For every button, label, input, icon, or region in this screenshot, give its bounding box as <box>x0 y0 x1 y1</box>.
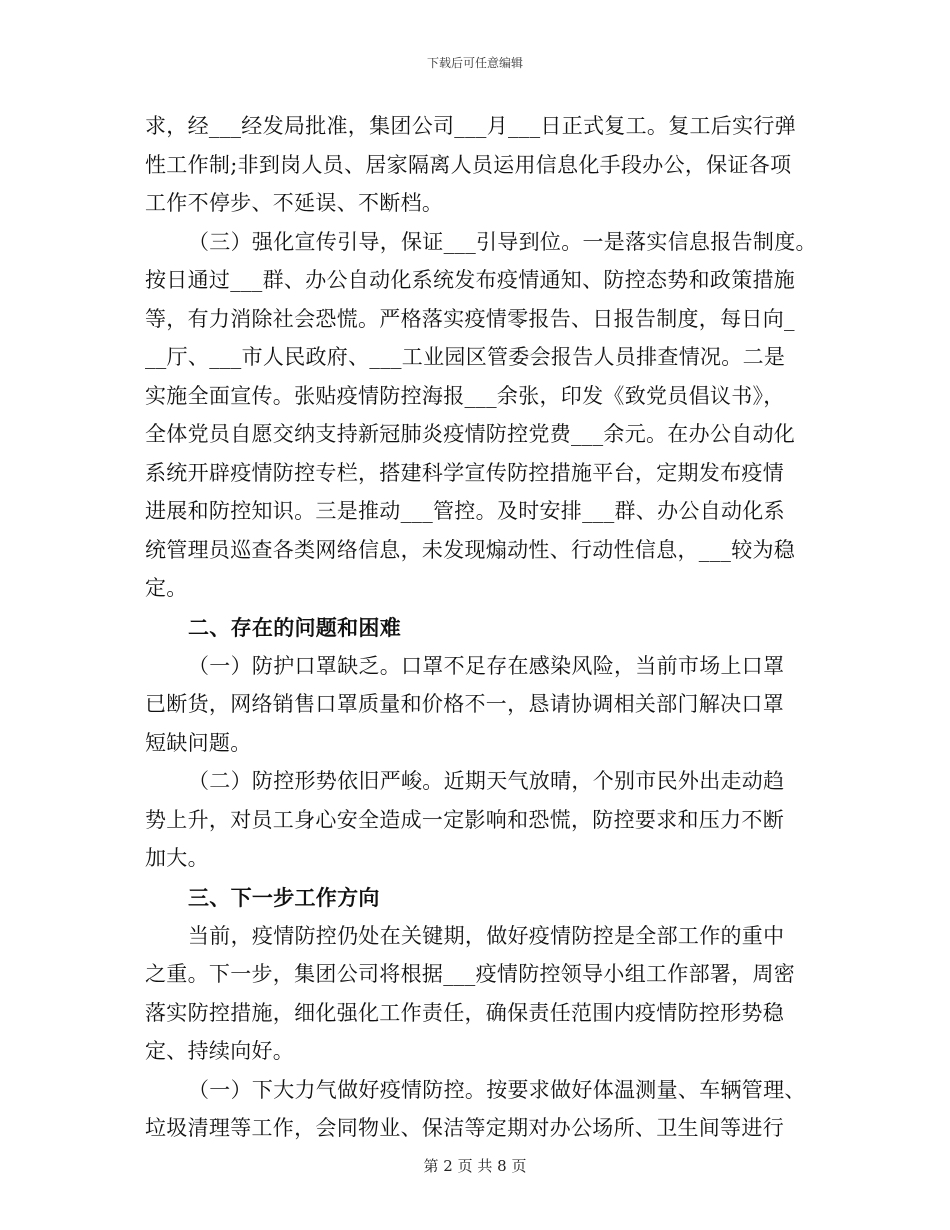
body-line: （一）下大力气做好疫情防控。按要求做好体温测量、车辆管理、 <box>188 1078 806 1102</box>
body-line: （一）防护口罩缺乏。口罩不足存在感染风险，当前市场上口罩 <box>188 654 785 678</box>
body-line: 之重。下一步，集团公司将根据___疫情防控领导小组工作部署，周密 <box>145 962 796 986</box>
page-footer: 第 2 页 共 8 页 <box>423 1157 527 1175</box>
body-line: 求，经___经发局批准，集团公司___月___日正式复工。复工后实行弹 <box>145 114 796 138</box>
section-heading: 三、下一步工作方向 <box>188 886 380 910</box>
body-line: __厅、___市人民政府、___工业园区管委会报告人员排查情况。二是 <box>145 345 786 369</box>
body-line: 垃圾清理等工作，会同物业、保洁等定期对办公场所、卫生间等进行 <box>145 1116 784 1140</box>
body-line: 已断货，网络销售口罩质量和价格不一，恳请协调相关部门解决口罩 <box>145 692 784 716</box>
section-heading: 二、存在的问题和困难 <box>188 616 401 640</box>
body-line: 系统开辟疫情防控专栏，搭建科学宣传防控措施平台，定期发布疫情 <box>145 461 784 485</box>
body-line: 势上升，对员工身心安全造成一定影响和恐慌，防控要求和压力不断 <box>145 808 784 832</box>
body-line: 进展和防控知识。三是推动___管控。及时安排___群、办公自动化系 <box>145 499 785 523</box>
body-line: 全体党员自愿交纳支持新冠肺炎疫情防控党费___余元。在办公自动化 <box>145 422 796 446</box>
body-line: 实施全面宣传。张贴疫情防控海报___余张，印发《致党员倡议书》， <box>145 384 785 408</box>
body-line: 按日通过___群、办公自动化系统发布疫情通知、防控态势和政策措施 <box>145 268 796 292</box>
body-line: 当前，疫情防控仍处在关键期，做好疫情防控是全部工作的重中 <box>188 924 785 948</box>
body-line: 等，有力消除社会恐慌。严格落实疫情零报告、日报告制度，每日向_ <box>145 307 795 331</box>
body-line: 定。 <box>145 576 188 600</box>
body-line: 统管理员巡查各类网络信息，未发现煽动性、行动性信息，___较为稳 <box>145 538 796 562</box>
body-line: 工作不停步、不延误、不断档。 <box>145 191 444 215</box>
page-header: 下载后可任意编辑 <box>426 56 523 70</box>
body-line: 定、持续向好。 <box>145 1039 295 1063</box>
body-line: 短缺问题。 <box>145 731 252 755</box>
body-line: 加大。 <box>145 846 209 870</box>
body-line: 落实防控措施，细化强化工作责任，确保责任范围内疫情防控形势稳 <box>145 1001 784 1025</box>
body-line: （二）防控形势依旧严峻。近期天气放晴，个别市民外出走动趋 <box>188 769 785 793</box>
body-line: 性工作制;非到岗人员、居家隔离人员运用信息化手段办公，保证各项 <box>145 153 792 177</box>
body-line: （三）强化宣传引导，保证___引导到位。一是落实信息报告制度。 <box>188 230 817 254</box>
